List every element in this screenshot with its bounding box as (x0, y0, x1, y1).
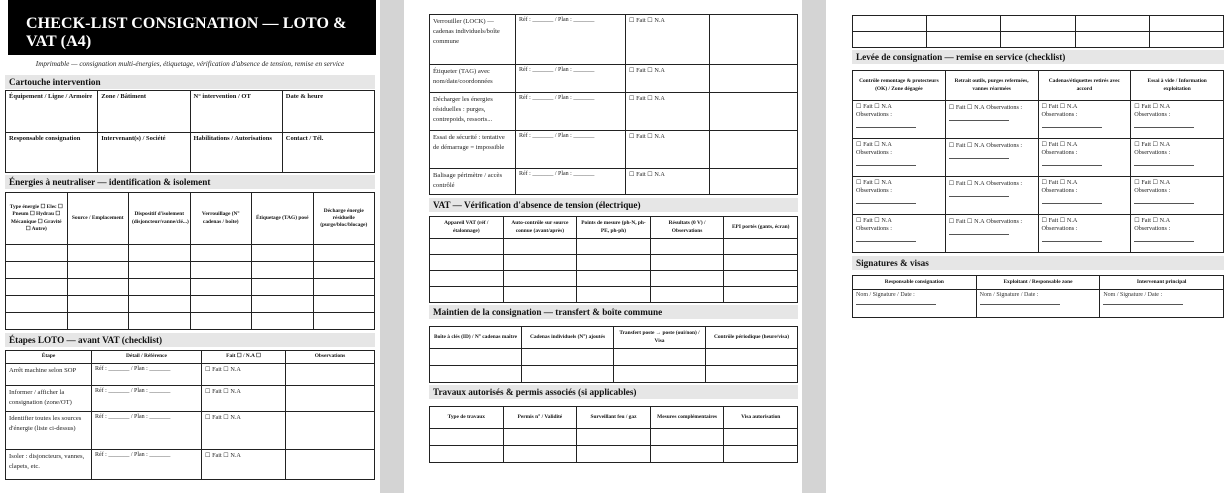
levee-checkbox[interactable]: ☐ Fait ☐ N.A (856, 217, 892, 224)
cartouche-cell[interactable]: Contact / Tél. (282, 133, 374, 173)
levee-heading: Levée de consignation — remise en service (checklist) (852, 50, 1224, 64)
table-cell[interactable] (614, 349, 706, 366)
table-row (430, 65, 798, 93)
table-cell[interactable] (927, 16, 1001, 32)
page-2 (404, 0, 802, 493)
table-cell[interactable] (6, 262, 68, 279)
signature-label: Nom / Signature / Date : (1103, 292, 1163, 298)
levee-cell[interactable] (853, 215, 946, 253)
table-row (853, 177, 1224, 215)
steps-header: Fait ☐ / N.A ☐ (202, 351, 286, 364)
table-cell[interactable] (853, 32, 927, 48)
step-label: Identifier toutes les sources d'énergie (liste ci-dessus) (6, 412, 92, 450)
signatures-table (852, 275, 1224, 318)
table-row (853, 101, 1224, 139)
maintien-header: Transfert poste → poste (oui/non) / Visa (614, 327, 706, 349)
table-cell[interactable] (313, 313, 375, 330)
table-cell[interactable] (577, 271, 651, 287)
table-cell[interactable] (67, 296, 129, 313)
table-cell[interactable] (503, 429, 577, 446)
table-cell[interactable] (853, 16, 927, 32)
step-checkbox[interactable]: ☐ Fait ☐ N.A (202, 450, 286, 480)
vat-header: Auto-contrôle sur source connue (avant/après) (503, 217, 577, 239)
travaux-header: Visa autorisation (724, 407, 798, 429)
step-label: Balisage périmètre / accès contrôlé (430, 169, 516, 195)
levee-checkbox[interactable]: ☐ Fait ☐ N.A (948, 104, 985, 111)
levee-header: Cadenas/étiquettes retirés avec accord (1038, 71, 1131, 101)
levee-header: Contrôle remontage & protecteurs (OK) / Zone dégagée (853, 71, 946, 101)
levee-checkbox[interactable]: ☐ Fait ☐ N.A (1041, 217, 1078, 224)
levee-checkbox[interactable]: ☐ Fait ☐ N.A (1134, 141, 1171, 148)
table-cell[interactable] (724, 287, 798, 303)
levee-cell[interactable] (1038, 101, 1131, 139)
table-cell[interactable] (577, 429, 651, 446)
step-checkbox[interactable]: ☐ Fait ☐ N.A (202, 386, 286, 412)
table-cell[interactable] (252, 296, 314, 313)
table-cell[interactable] (706, 349, 798, 366)
step-checkbox[interactable]: ☐ Fait ☐ N.A (626, 169, 710, 195)
levee-observations-label: Observations : (856, 225, 892, 232)
step-observations[interactable] (286, 450, 375, 480)
energies-header: Étiquetage (TAG) posé (252, 193, 314, 245)
levee-checkbox[interactable]: ☐ Fait ☐ N.A (948, 218, 985, 225)
table-cell[interactable] (724, 429, 798, 446)
vat-header: EPI portés (gants, écran) (724, 217, 798, 239)
levee-observations-label: Observations : (1041, 149, 1078, 156)
levee-checkbox[interactable]: ☐ Fait ☐ N.A (948, 180, 985, 187)
vat-table (429, 216, 798, 303)
vat-header: Résultats (0 V) / Observations (650, 217, 724, 239)
table-row (6, 296, 375, 313)
travaux-table (429, 406, 798, 463)
step-reference[interactable]: Réf : _______ / Plan : _______ (92, 364, 202, 386)
levee-cell[interactable] (853, 139, 946, 177)
table-cell[interactable] (129, 262, 191, 279)
table-row (430, 169, 798, 195)
step-checkbox[interactable]: ☐ Fait ☐ N.A (626, 65, 710, 93)
table-cell[interactable] (522, 366, 614, 383)
table-cell[interactable] (430, 366, 522, 383)
step-checkbox[interactable]: ☐ Fait ☐ N.A (626, 15, 710, 65)
step-reference[interactable]: Réf : _______ / Plan : _______ (516, 169, 626, 195)
table-cell[interactable] (724, 271, 798, 287)
table-row (430, 446, 798, 463)
table-cell[interactable] (650, 429, 724, 446)
steps-header: Observations (286, 351, 375, 364)
step-label: Isoler : disjoncteurs, vannes, clapets, etc. (6, 450, 92, 480)
levee-observations-label: Observations : (1041, 187, 1078, 194)
table-cell[interactable] (1075, 16, 1149, 32)
step-label: Étiqueter (TAG) avec nom/date/coordonnées (430, 65, 516, 93)
table-cell[interactable] (650, 239, 724, 255)
levee-observations-label: Observations : (1134, 187, 1171, 194)
table-cell[interactable] (252, 245, 314, 262)
levee-cell[interactable] (1131, 101, 1224, 139)
table-cell[interactable] (650, 287, 724, 303)
table-cell[interactable] (313, 262, 375, 279)
levee-checkbox[interactable]: ☐ Fait ☐ N.A (856, 179, 892, 186)
table-cell[interactable] (6, 296, 68, 313)
levee-observations-label: Observations : (856, 111, 892, 118)
table-cell[interactable] (503, 287, 577, 303)
energies-header: Source / Emplacement (67, 193, 129, 245)
table-row (6, 313, 375, 330)
table-row (430, 15, 798, 65)
maintien-table (429, 326, 798, 383)
levee-cell[interactable] (945, 101, 1038, 139)
step-reference[interactable]: Réf : _______ / Plan : _______ (516, 15, 626, 65)
signatures-heading: Signatures & visas (852, 256, 1224, 270)
step-reference[interactable]: Réf : _______ / Plan : _______ (92, 412, 202, 450)
table-row (430, 429, 798, 446)
table-cell[interactable] (650, 446, 724, 463)
step-observations[interactable] (710, 169, 798, 195)
page-3 (826, 0, 1228, 493)
table-cell[interactable] (129, 296, 191, 313)
levee-observations-label: Observations : (986, 218, 1023, 225)
levee-cell[interactable] (945, 139, 1038, 177)
levee-header: Retrait outils, purges refermées, vannes réarmées (945, 71, 1038, 101)
energies-heading: Énergies à neutraliser — identification & isolement (5, 175, 375, 189)
levee-table (852, 70, 1224, 253)
levee-checkbox[interactable]: ☐ Fait ☐ N.A (856, 141, 892, 148)
cartouche-cell[interactable]: Équipement / Ligne / Armoire (6, 91, 98, 133)
step-reference[interactable]: Réf : _______ / Plan : _______ (516, 65, 626, 93)
levee-cell[interactable] (945, 177, 1038, 215)
levee-checkbox[interactable]: ☐ Fait ☐ N.A (1041, 103, 1078, 110)
table-cell[interactable] (430, 287, 504, 303)
step-reference[interactable]: Réf : _______ / Plan : _______ (516, 93, 626, 131)
step-reference[interactable]: Réf : _______ / Plan : _______ (516, 131, 626, 169)
table-cell[interactable] (252, 262, 314, 279)
cartouche-cell[interactable]: Responsable consignation (6, 133, 98, 173)
levee-observations-label: Observations : (1041, 225, 1078, 232)
signatures-header: Exploitant / Responsable zone (976, 276, 1100, 290)
step-reference[interactable]: Réf : _______ / Plan : _______ (92, 450, 202, 480)
table-cell[interactable] (522, 349, 614, 366)
maintien-header: Cadenas individuels (N°) ajoutés (522, 327, 614, 349)
table-cell[interactable] (724, 239, 798, 255)
table-cell[interactable] (190, 262, 252, 279)
travaux-header: Permis n° / Validité (503, 407, 577, 429)
levee-cell[interactable] (1038, 139, 1131, 177)
vat-header: Appareil VAT (réf / étalonnage) (430, 217, 504, 239)
signature-label: Nom / Signature / Date : (979, 292, 1039, 298)
table-cell[interactable] (190, 313, 252, 330)
signature-cell[interactable] (1100, 290, 1224, 318)
table-row (430, 93, 798, 131)
levee-observations-label: Observations : (856, 149, 892, 156)
table-row (430, 239, 798, 255)
signature-cell[interactable] (976, 290, 1100, 318)
step-observations[interactable] (710, 65, 798, 93)
table-cell[interactable] (650, 255, 724, 271)
energies-header: Décharge énergie résiduelle (purge/bloc/blocage) (313, 193, 375, 245)
table-cell[interactable] (67, 245, 129, 262)
document-subtitle: Imprimable — consignation multi-énergies, étiquetage, vérification d'absence de tension, remise en service (35, 60, 345, 68)
step-observations[interactable] (286, 364, 375, 386)
table-cell[interactable] (577, 255, 651, 271)
energies-header: Dispositif d'isolement (disjoncteur/vanne/clé...) (129, 193, 191, 245)
signature-cell[interactable] (853, 290, 977, 318)
table-cell[interactable] (503, 255, 577, 271)
steps-header: Étape (6, 351, 92, 364)
cartouche-cell[interactable]: Intervenant(s) / Société (98, 133, 190, 173)
levee-cell[interactable] (1131, 177, 1224, 215)
table-cell[interactable] (67, 279, 129, 296)
levee-checkbox[interactable]: ☐ Fait ☐ N.A (1134, 217, 1171, 224)
table-cell[interactable] (252, 279, 314, 296)
table-row (853, 139, 1224, 177)
steps-table (5, 350, 375, 480)
vat-heading: VAT — Vérification d'absence de tension (électrique) (429, 198, 798, 212)
table-cell[interactable] (577, 239, 651, 255)
document-title: CHECK-LIST CONSIGNATION — LOTO & VAT (A4) (8, 0, 376, 55)
table-cell[interactable] (129, 313, 191, 330)
table-cell[interactable] (503, 239, 577, 255)
step-label: Essai de sécurité : tentative de démarrage = impossible (430, 131, 516, 169)
table-row (853, 16, 1224, 32)
maintien-heading: Maintien de la consignation — transfert & boîte commune (429, 305, 798, 319)
table-row (430, 349, 798, 366)
travaux-table-continued (852, 15, 1224, 48)
table-cell[interactable] (430, 271, 504, 287)
cartouche-cell[interactable]: Date & heure (282, 91, 374, 133)
levee-cell[interactable] (1038, 177, 1131, 215)
levee-observations-label: Observations : (986, 104, 1023, 111)
step-label: Arrêt machine selon SOP (6, 364, 92, 386)
vat-header: Points de mesure (ph-N, ph-PE, ph-ph) (577, 217, 651, 239)
levee-checkbox[interactable]: ☐ Fait ☐ N.A (1041, 141, 1078, 148)
table-row (853, 290, 1224, 318)
table-row (853, 215, 1224, 253)
levee-observations-label: Observations : (1134, 111, 1171, 118)
cartouche-heading: Cartouche intervention (5, 75, 375, 89)
table-cell[interactable] (503, 271, 577, 287)
table-cell[interactable] (430, 446, 504, 463)
travaux-heading: Travaux autorisés & permis associés (si applicables) (429, 385, 798, 399)
table-cell[interactable] (252, 313, 314, 330)
cartouche-table (5, 90, 375, 173)
levee-checkbox[interactable]: ☐ Fait ☐ N.A (1134, 103, 1171, 110)
table-cell[interactable] (313, 245, 375, 262)
travaux-header: Surveillant feu / gaz (577, 407, 651, 429)
table-cell[interactable] (503, 446, 577, 463)
table-cell[interactable] (67, 262, 129, 279)
table-cell[interactable] (1149, 32, 1223, 48)
table-row (6, 245, 375, 262)
step-observations[interactable] (286, 386, 375, 412)
levee-cell[interactable] (1131, 215, 1224, 253)
table-cell[interactable] (430, 349, 522, 366)
table-row (430, 271, 798, 287)
table-cell[interactable] (1001, 32, 1075, 48)
step-label: Décharger les énergies résiduelles : purges, contrepoids, ressorts... (430, 93, 516, 131)
steps-header: Détail / Référence (92, 351, 202, 364)
table-cell[interactable] (430, 429, 504, 446)
levee-header: Essai à vide / Information exploitation (1131, 71, 1224, 101)
table-cell[interactable] (6, 279, 68, 296)
table-cell[interactable] (190, 296, 252, 313)
table-row (853, 32, 1224, 48)
table-row (6, 279, 375, 296)
cartouche-cell[interactable]: N° intervention / OT (190, 91, 282, 133)
signature-label: Nom / Signature / Date : (856, 292, 915, 298)
travaux-header: Mesures complémentaires (650, 407, 724, 429)
levee-observations-label: Observations : (1134, 225, 1171, 232)
table-cell[interactable] (614, 366, 706, 383)
table-cell[interactable] (129, 279, 191, 296)
signatures-header: Intervenant principal (1100, 276, 1224, 290)
levee-cell[interactable] (853, 101, 946, 139)
table-cell[interactable] (1001, 16, 1075, 32)
energies-table (5, 192, 375, 330)
table-cell[interactable] (724, 255, 798, 271)
travaux-header: Type de travaux (430, 407, 504, 429)
table-row (6, 450, 375, 480)
steps-table-continued (429, 14, 798, 195)
signatures-header: Responsable consignation (853, 276, 977, 290)
table-row (6, 412, 375, 450)
table-cell[interactable] (650, 271, 724, 287)
step-observations[interactable] (710, 131, 798, 169)
energies-header: Type énergie ☐ Elec ☐ Pneum ☐ Hydrau ☐ Mécanique ☐ Gravité ☐ Autre) (6, 193, 68, 245)
table-cell[interactable] (6, 245, 68, 262)
step-label: Verrouiller (LOCK) — cadenas individuels/boîte commune (430, 15, 516, 65)
table-cell[interactable] (706, 366, 798, 383)
step-checkbox[interactable]: ☐ Fait ☐ N.A (202, 412, 286, 450)
table-row (6, 364, 375, 386)
levee-checkbox[interactable]: ☐ Fait ☐ N.A (856, 103, 892, 110)
table-cell[interactable] (577, 446, 651, 463)
table-cell[interactable] (577, 287, 651, 303)
table-row (6, 386, 375, 412)
energies-header: Verrouillage (N° cadenas / boîte) (190, 193, 252, 245)
table-row (430, 287, 798, 303)
cartouche-cell[interactable]: Habilitations / Autorisations (190, 133, 282, 173)
step-observations[interactable] (710, 15, 798, 65)
table-row (430, 255, 798, 271)
step-checkbox[interactable]: ☐ Fait ☐ N.A (626, 93, 710, 131)
table-cell[interactable] (430, 255, 504, 271)
table-row (6, 262, 375, 279)
table-cell[interactable] (313, 296, 375, 313)
table-cell[interactable] (430, 239, 504, 255)
levee-checkbox[interactable]: ☐ Fait ☐ N.A (1134, 179, 1171, 186)
table-cell[interactable] (313, 279, 375, 296)
levee-cell[interactable] (945, 215, 1038, 253)
table-row (430, 366, 798, 383)
table-cell[interactable] (1149, 16, 1223, 32)
levee-observations-label: Observations : (986, 142, 1023, 149)
step-observations[interactable] (286, 412, 375, 450)
levee-observations-label: Observations : (856, 187, 892, 194)
levee-cell[interactable] (1038, 215, 1131, 253)
step-checkbox[interactable]: ☐ Fait ☐ N.A (202, 364, 286, 386)
table-cell[interactable] (67, 313, 129, 330)
table-cell[interactable] (927, 32, 1001, 48)
table-cell[interactable] (6, 313, 68, 330)
table-cell[interactable] (724, 446, 798, 463)
table-cell[interactable] (190, 279, 252, 296)
table-cell[interactable] (129, 245, 191, 262)
table-row (430, 131, 798, 169)
maintien-header: Boîte à clés (ID) / N° cadenas maître (430, 327, 522, 349)
table-cell[interactable] (1075, 32, 1149, 48)
levee-observations-label: Observations : (1134, 149, 1171, 156)
cartouche-cell[interactable]: Zone / Bâtiment (98, 91, 190, 133)
steps-heading: Étapes LOTO — avant VAT (checklist) (5, 333, 375, 347)
table-cell[interactable] (190, 245, 252, 262)
page-1 (0, 0, 380, 493)
levee-observations-label: Observations : (986, 180, 1023, 187)
step-reference[interactable]: Réf : _______ / Plan : _______ (92, 386, 202, 412)
levee-checkbox[interactable]: ☐ Fait ☐ N.A (1041, 179, 1078, 186)
step-label: Informer / afficher la consignation (zone/OT) (6, 386, 92, 412)
step-checkbox[interactable]: ☐ Fait ☐ N.A (626, 131, 710, 169)
step-observations[interactable] (710, 93, 798, 131)
levee-observations-label: Observations : (1041, 111, 1078, 118)
levee-cell[interactable] (853, 177, 946, 215)
levee-cell[interactable] (1131, 139, 1224, 177)
levee-checkbox[interactable]: ☐ Fait ☐ N.A (948, 142, 985, 149)
maintien-header: Contrôle périodique (heure/visa) (706, 327, 798, 349)
